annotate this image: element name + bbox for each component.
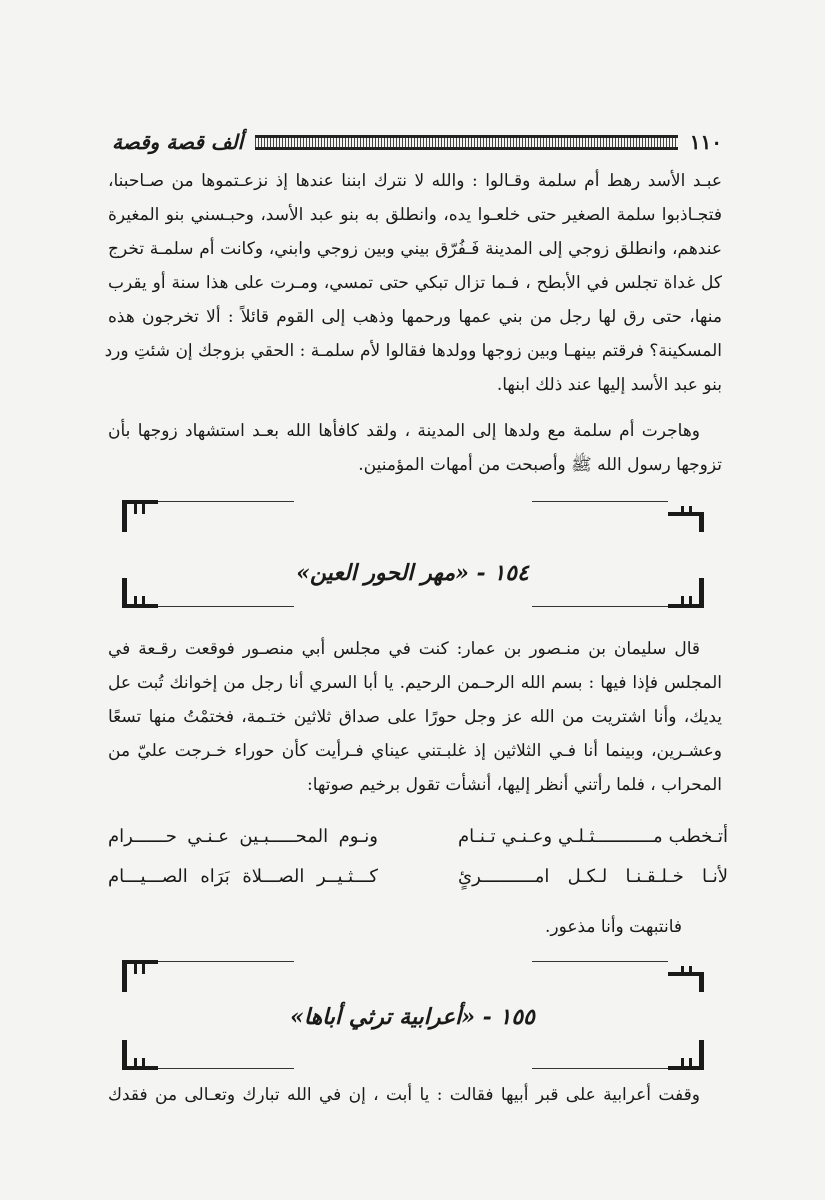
frame-corner-top-right (538, 498, 708, 522)
poem-verse (108, 856, 728, 896)
text-line: وعشـرين، وبينما أنا فـي الثلاثين إذ غلبـتني عيناي فـرأيت كأن حوراء خـرجت عليّ من (108, 741, 722, 761)
text-line: فتجـاذبوا سلمة الصغير حتى خلعـوا يده، وانطلق به بنو عبد الأسد، وحبـسني بنو المغيرة (108, 205, 722, 225)
section-154-text (108, 632, 722, 802)
frame-corner-top-left (118, 958, 288, 982)
section-title: ١٥٥ - «أعرابية ترثي أباها» (290, 1004, 535, 1030)
text-line: كل غداة تجلس في الأبطح ، فـما تزال تبكي حتى تمسي، ومـرت على هذا سنة أو يقرب (108, 273, 722, 293)
frame-corner-top-right (538, 958, 708, 982)
section-title: ١٥٤ - «مهر الحور العين» (296, 560, 529, 586)
text-line: عندهم، وانطلق زوجي إلى المدينة فَـفُرّق بيني وبين زوجي وابني، وكانت أم سلمـة تخرج (108, 239, 722, 259)
text-line: المجلس فإذا فيها : بسم الله الرحـمن الرحيم. يا أبا السري أنا رجل من إخوانك تُبت عل (108, 673, 722, 693)
text-line: المحراب ، فلما رأتني أنظر إليها، أنشأت تقول برخيم صوتها: (307, 775, 722, 795)
frame-corner-bottom-left (118, 586, 288, 610)
text-line: وهاجرت أم سلمة مع ولدها إلى المدينة ، ولقد كافأها الله بعـد استشهاد زوجها بأن (108, 421, 700, 441)
text-line: تزوجها رسول الله ﷺ وأصبحت من أمهات المؤمنين. (358, 455, 722, 475)
previous-story-text (104, 164, 722, 402)
section-ornament-frame (118, 498, 708, 610)
text-line: بنو عبد الأسد إليها عند ذلك ابنها. (496, 375, 722, 395)
poem-hemistich: كـــثـيــر الصـــلاة بَرَاه الصـــيـــام (108, 865, 378, 887)
after-poem-text (108, 910, 722, 944)
text-line: يديك، وأنا اشتريت من الله عز وجل حورًا على صداق ثلاثين ختـمة، فختمْتُ منها تسعًا (108, 707, 722, 727)
frame-corner-bottom-right (538, 586, 708, 610)
previous-story-closing (108, 414, 722, 482)
poem (108, 816, 728, 896)
page-number: ١١٠ (689, 130, 722, 154)
frame-corner-top-left (118, 498, 288, 522)
poem-verse (108, 816, 728, 856)
poem-hemistich: ونـوم المحـــــبـين عـنـي حــــــرام (108, 825, 378, 847)
text-line: فانتبهت وأنا مذعور. (544, 917, 682, 937)
poem-hemistich: لأنـا خـلـقـنـا لـكـل امــــــــــرئٍ (458, 865, 728, 887)
text-line: وقفت أعرابية على قبر أبيها فقالت : يا أبت ، إن في الله تبارك وتعـالى من فقدك (108, 1085, 700, 1105)
running-header (112, 124, 722, 160)
text-line: قال سليمان بن منـصور بن عمار: كنت في مجلس أبي منصـور فوقعت رقـعة في (108, 639, 700, 659)
poem-hemistich: أتـخطب مـــــــــــثـلـي وعـنـي تـنـام (458, 825, 728, 847)
section-155-text (108, 1078, 722, 1112)
header-rule (255, 135, 678, 150)
frame-corner-bottom-right (538, 1048, 708, 1072)
frame-corner-bottom-left (118, 1048, 288, 1072)
text-line: عبـد الأسد رهط أم سلمة وقـالوا : والله لا نترك ابننا عندها إذ نزعـتموها من صـاحبنا، (108, 171, 722, 191)
text-line: منها، حتى رق لها رجل من بني عمها ورحمها وذهب إلى القوم قائلاً : ألا تخرجون هذه (108, 307, 722, 327)
text-line: المسكينة؟ فرقتم بينهـا وبين زوجها وولدها فقالوا لأم سلمـة : الحقي بزوجك إن شئتِ ورد (104, 341, 722, 361)
book-title: ألف قصة وقصة (112, 130, 244, 154)
